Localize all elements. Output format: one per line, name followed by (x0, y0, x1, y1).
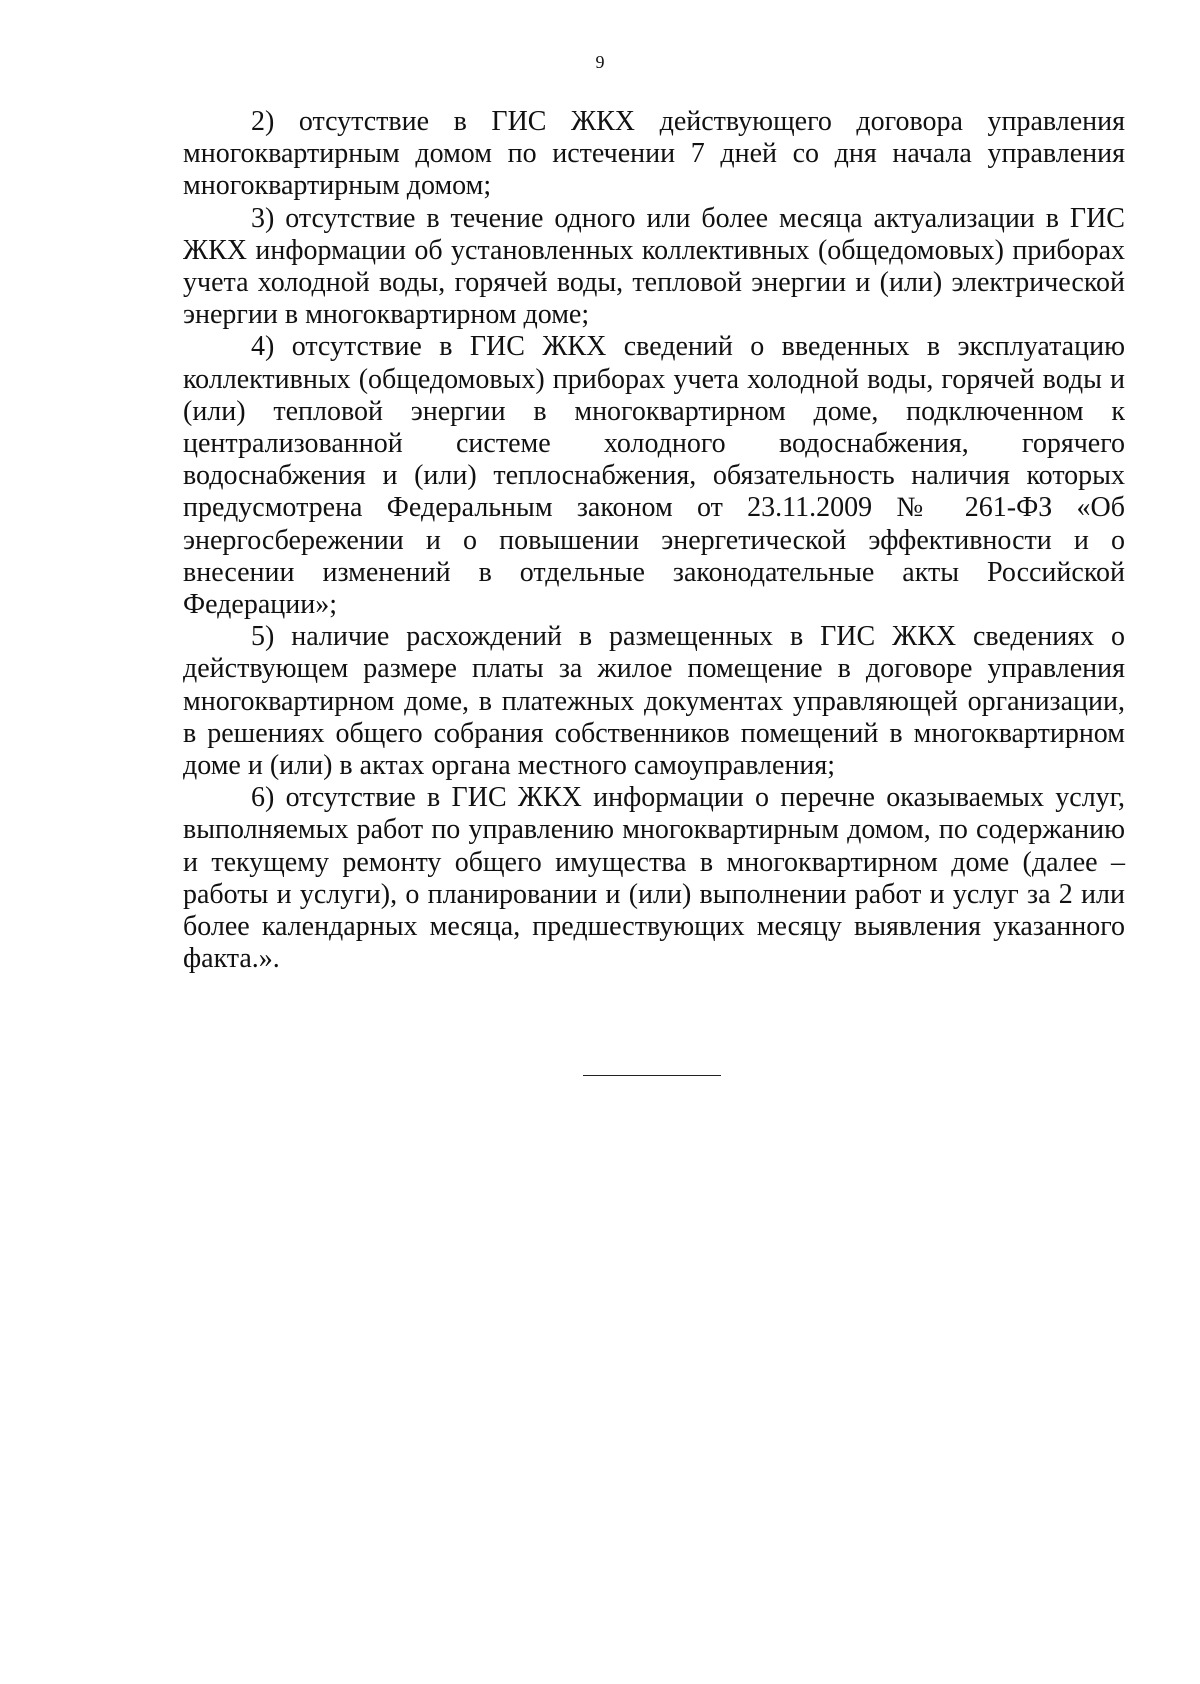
paragraph-item-5: 5) наличие расхождений в размещенных в ГИС ЖКХ сведениях о действующем размере платы за жилое помещение в договоре управления многоквартирном доме, в платежных документах управляющей организации, в решениях общего собрания собственников помещений в многоквартирном доме и (или) в актах органа местного самоуправления; (183, 621, 1125, 782)
paragraph-item-3: 3) отсутствие в течение одного или более месяца актуализации в ГИС ЖКХ информации об установленных коллективных (общедомовых) приборах учета холодной воды, горячей воды, тепловой энергии и (или) электрической энергии в многоквартирном доме; (183, 202, 1125, 331)
closing-divider (583, 1075, 721, 1076)
paragraph-item-4: 4) отсутствие в ГИС ЖКХ сведений о введенных в эксплуатацию коллективных (общедомовых) приборах учета холодной воды, горячей воды и (или) тепловой энергии в многоквартирном доме, подключенном к централизованной системе холодного водоснабжения, горячего водоснабжения и (или) теплоснабжения, обязательность наличия которых предусмотрена Федеральным законом от 23.11.2009 № 261-ФЗ «Об энергосбережении и о повышении энергетической эффективности и о внесении изменений в отдельные законодательные акты Российской Федерации»; (183, 331, 1125, 621)
page-number: 9 (595, 52, 605, 72)
paragraph-item-2: 2) отсутствие в ГИС ЖКХ действующего договора управления многоквартирным домом по истечении 7 дней со дня начала управления многоквартирным домом; (183, 106, 1125, 202)
document-body (183, 106, 1125, 975)
paragraph-item-6: 6) отсутствие в ГИС ЖКХ информации о перечне оказываемых услуг, выполняемых работ по управлению многоквартирным домом, по содержанию и текущему ремонту общего имущества в многоквартирном доме (далее – работы и услуги), о планировании и (или) выполнении работ и услуг за 2 или более календарных месяца, предшествующих месяцу выявления указанного факта.». (183, 782, 1125, 975)
